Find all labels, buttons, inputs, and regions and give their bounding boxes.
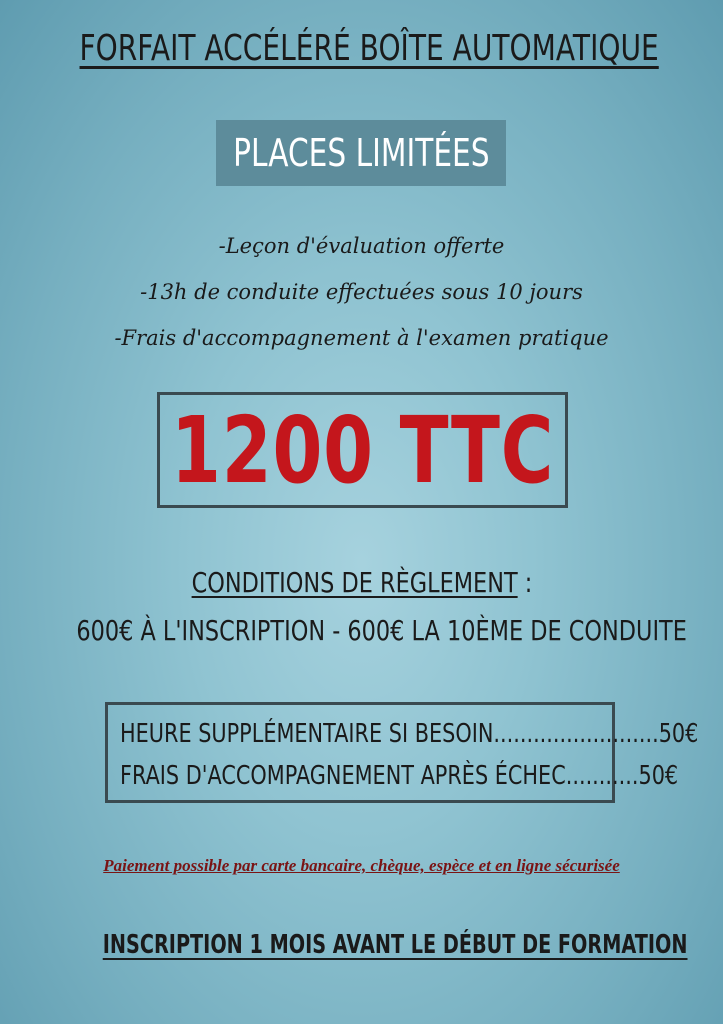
price-box (157, 392, 568, 508)
limited-places-badge (216, 120, 506, 186)
registration-footer (0, 930, 723, 960)
footer-text: INSCRIPTION 1 MOIS AVANT LE DÉBUT DE FORMATION (102, 930, 688, 960)
extra-accompaniment-row: FRAIS D'ACCOMPAGNEMENT APRÈS ÉCHEC...........50€ (120, 761, 679, 791)
feature-list (0, 226, 723, 364)
extras-box (105, 702, 699, 803)
payment-schedule-text: 600€ À L'INSCRIPTION - 600€ LA 10ÈME DE CONDUITE (76, 614, 687, 647)
badge-label: PLACES LIMITÉES (232, 131, 490, 175)
price-value: 1200 TTC (170, 396, 555, 504)
payment-methods-note: Paiement possible par carte bancaire, chèque, espèce et en ligne sécurisée (103, 856, 620, 875)
feature-item: -13h de conduite effectuées sous 10 jours (140, 280, 583, 304)
conditions-separator: : (517, 566, 532, 599)
payment-schedule (0, 614, 723, 647)
feature-item: -Leçon d'évaluation offerte (218, 234, 505, 258)
page-title: FORFAIT ACCÉLÉRÉ BOÎTE AUTOMATIQUE (79, 28, 659, 69)
payment-conditions-heading (0, 566, 723, 599)
feature-item: -Frais d'accompagnement à l'examen pratique (114, 326, 609, 350)
extra-hour-row: HEURE SUPPLÉMENTAIRE SI BESOIN.........................50€ (120, 719, 699, 749)
conditions-label: CONDITIONS DE RÈGLEMENT (191, 566, 518, 599)
